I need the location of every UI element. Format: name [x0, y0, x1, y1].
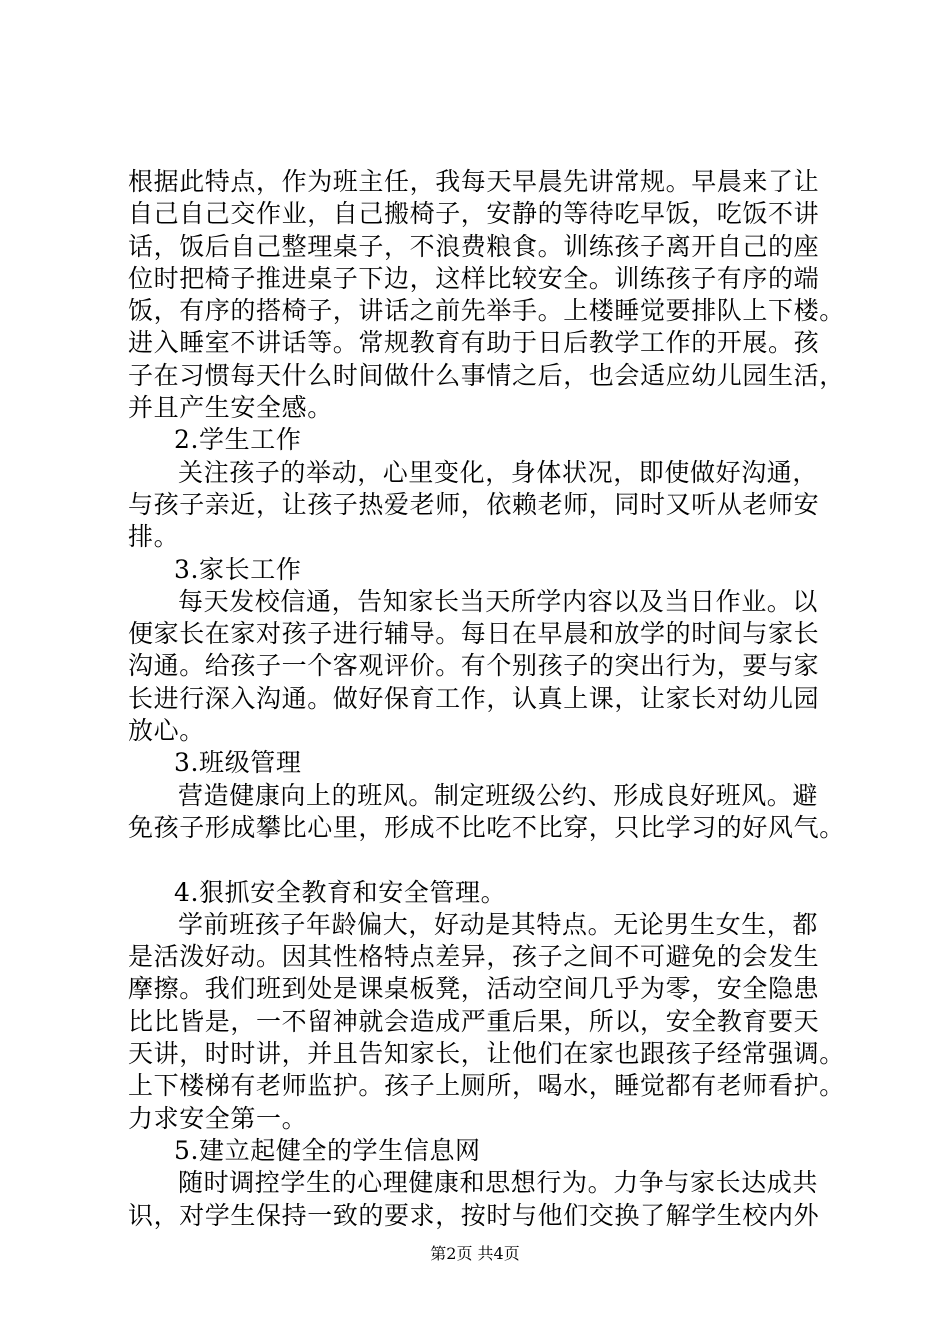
text-line: 与孩子亲近，让孩子热爱老师，依赖老师，同时又听从老师安: [128, 489, 820, 519]
section-heading: 4.狠抓安全教育和安全管理。: [174, 877, 507, 907]
text-line: 营造健康向上的班风。制定班级公约、形成良好班风。避: [178, 780, 819, 810]
text-line: 每天发校信通，告知家长当天所学内容以及当日作业。以: [178, 586, 819, 616]
text-line: 并且产生安全感。: [128, 393, 333, 423]
text-line: 学前班孩子年龄偏大，好动是其特点。无论男生女生，都: [178, 909, 819, 939]
text-line: 随时调控学生的心理健康和思想行为。力争与家长达成共: [178, 1168, 819, 1198]
text-line: 话，饭后自己整理桌子，不浪费粮食。训练孩子离开自己的座: [128, 231, 820, 261]
text-line: 比比皆是，一不留神就会造成严重后果，所以，安全教育要天: [128, 1006, 820, 1036]
blank-line: [128, 844, 848, 876]
text-line: 天讲，时时讲，并且告知家长，让他们在家也跟孩子经常强调。: [128, 1039, 845, 1069]
text-line: 免孩子形成攀比心里，形成不比吃不比穿，只比学习的好风气。: [128, 812, 845, 842]
text-line: 饭，有序的搭椅子，讲话之前先举手。上楼睡觉要排队上下楼。: [128, 296, 845, 326]
section-heading: 2.学生工作: [174, 425, 302, 455]
text-line: 是活泼好动。因其性格特点差异，孩子之间不可避免的会发生: [128, 942, 820, 972]
text-line: 根据此特点，作为班主任，我每天早晨先讲常规。早晨来了让: [128, 167, 820, 196]
page-footer: 第2页 共4页: [430, 1244, 520, 1263]
text-line: 上下楼梯有老师监护。孩子上厕所，喝水，睡觉都有老师看护。: [128, 1071, 845, 1101]
text-line: 进入睡室不讲话等。常规教育有助于日后教学工作的开展。孩: [128, 328, 820, 358]
section-heading: 3.家长工作: [174, 554, 302, 584]
document-body: [128, 166, 848, 1232]
text-line: 放心。: [128, 716, 205, 746]
text-line: 自己自己交作业，自己搬椅子，安静的等待吃早饭，吃饭不讲: [128, 199, 820, 229]
text-line: 摩擦。我们班到处是课桌板凳，活动空间几乎为零，安全隐患: [128, 974, 820, 1004]
text-line: 排。: [128, 522, 180, 552]
text-line: 识，对学生保持一致的要求，按时与他们交换了解学生校内外: [128, 1200, 820, 1230]
text-line: 便家长在家对孩子进行辅导。每日在早晨和放学的时间与家长: [128, 619, 820, 649]
text-line: 长进行深入沟通。做好保育工作，认真上课，让家长对幼儿园: [128, 683, 820, 713]
text-line: 沟通。给孩子一个客观评价。有个别孩子的突出行为，要与家: [128, 651, 820, 681]
section-heading: 3.班级管理: [174, 748, 302, 778]
text-line: 子在习惯每天什么时间做什么事情之后，也会适应幼儿园生活，: [128, 360, 845, 390]
text-line: 关注孩子的举动，心里变化，身体状况，即使做好沟通，: [178, 457, 819, 487]
section-heading: 5.建立起健全的学生信息网: [174, 1135, 481, 1165]
text-line: 位时把椅子推进桌子下边，这样比较安全。训练孩子有序的端: [128, 263, 820, 293]
text-line: 力求安全第一。: [128, 1103, 308, 1133]
